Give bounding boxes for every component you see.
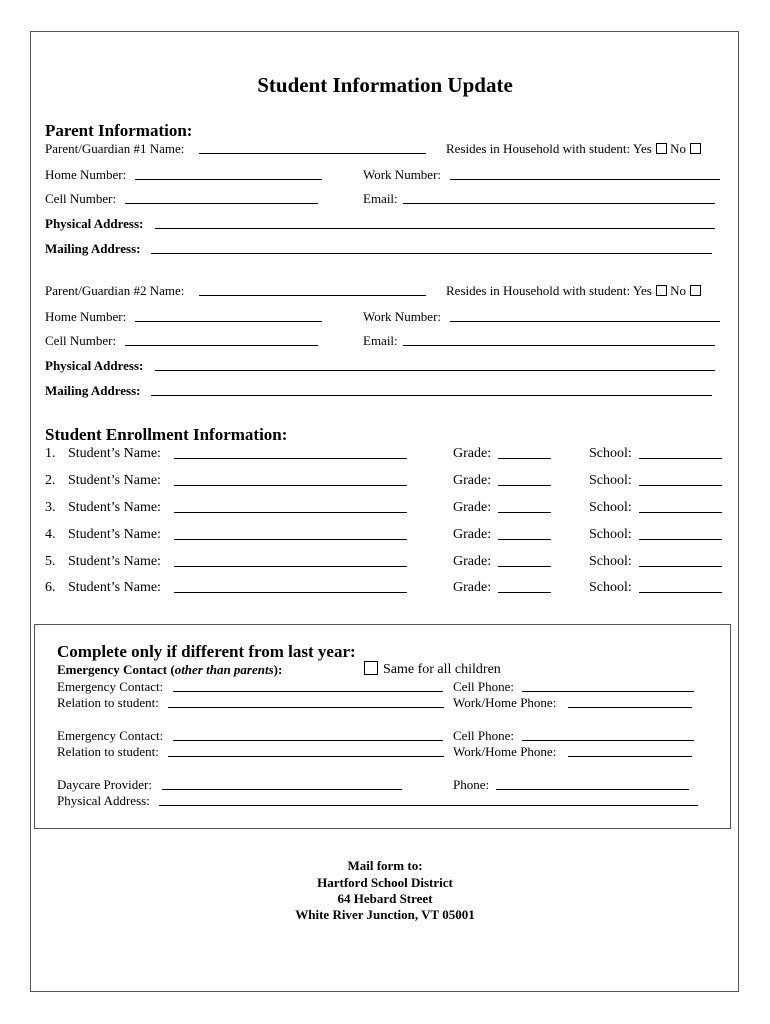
guardian1-name-label: Parent/Guardian #1 Name: bbox=[45, 141, 185, 156]
grade-field[interactable] bbox=[498, 485, 551, 486]
guardian2-name-label: Parent/Guardian #2 Name: bbox=[45, 283, 185, 298]
work-home-phone-label: Work/Home Phone: bbox=[453, 695, 557, 710]
emergency-contact-label: Emergency Contact: bbox=[57, 728, 164, 743]
mail-line-4: White River Junction, VT 05001 bbox=[295, 907, 475, 922]
relation-label: Relation to student: bbox=[57, 744, 159, 759]
parent-info-heading: Parent Information: bbox=[45, 121, 193, 140]
grade-field[interactable] bbox=[498, 458, 551, 459]
school-label: School: bbox=[589, 473, 632, 488]
guardian2-email-field[interactable] bbox=[403, 345, 715, 346]
guardian2-physical-label: Physical Address: bbox=[45, 358, 144, 373]
student-number: 4. bbox=[45, 527, 56, 542]
mail-line-1: Mail form to: bbox=[347, 858, 423, 873]
daycare-label: Daycare Provider: bbox=[57, 777, 152, 792]
guardian1-cell-field[interactable] bbox=[125, 203, 318, 204]
guardian2-cell-label: Cell Number: bbox=[45, 333, 117, 348]
grade-field[interactable] bbox=[498, 566, 551, 567]
student-name-label: Student’s Name: bbox=[68, 446, 161, 461]
mail-line-2: Hartford School District bbox=[317, 875, 453, 890]
guardian1-home-label: Home Number: bbox=[45, 167, 127, 182]
school-label: School: bbox=[589, 527, 632, 542]
enrollment-heading: Student Enrollment Information: bbox=[45, 425, 288, 444]
guardian1-resides: Resides in Household with student: Yes No bbox=[446, 141, 701, 157]
cell-phone-label: Cell Phone: bbox=[453, 679, 515, 694]
emergency-sub-label: Emergency Contact (other than parents): bbox=[57, 662, 283, 677]
school-label: School: bbox=[589, 500, 632, 515]
student-name-field[interactable] bbox=[174, 485, 407, 486]
school-label: School: bbox=[589, 554, 632, 569]
page-title: Student Information Update bbox=[257, 73, 513, 97]
cell-phone-field[interactable] bbox=[522, 740, 694, 741]
student-number: 5. bbox=[45, 554, 56, 569]
student-name-field[interactable] bbox=[174, 539, 407, 540]
same-for-all-label: Same for all children bbox=[383, 662, 501, 677]
guardian1-name-field[interactable] bbox=[199, 153, 426, 154]
guardian1-no-checkbox[interactable] bbox=[690, 143, 701, 154]
student-name-label: Student’s Name: bbox=[68, 500, 161, 515]
guardian2-home-label: Home Number: bbox=[45, 309, 127, 324]
grade-label: Grade: bbox=[453, 446, 492, 461]
school-field[interactable] bbox=[639, 592, 722, 593]
guardian1-mailing-label: Mailing Address: bbox=[45, 241, 141, 256]
guardian1-email-field[interactable] bbox=[403, 203, 715, 204]
student-number: 2. bbox=[45, 473, 56, 488]
guardian2-mailing-label: Mailing Address: bbox=[45, 383, 141, 398]
relation-field[interactable] bbox=[168, 756, 444, 757]
school-field[interactable] bbox=[639, 539, 722, 540]
cell-phone-field[interactable] bbox=[522, 691, 694, 692]
grade-label: Grade: bbox=[453, 473, 492, 488]
guardian1-email-label: Email: bbox=[363, 191, 398, 206]
emergency-contact-field[interactable] bbox=[173, 691, 443, 692]
cell-phone-label: Cell Phone: bbox=[453, 728, 515, 743]
guardian1-home-field[interactable] bbox=[135, 179, 322, 180]
guardian1-work-label: Work Number: bbox=[363, 167, 442, 182]
daycare-phone-field[interactable] bbox=[496, 789, 689, 790]
school-field[interactable] bbox=[639, 485, 722, 486]
student-number: 6. bbox=[45, 580, 56, 595]
daycare-phone-label: Phone: bbox=[453, 777, 490, 792]
guardian2-resides: Resides in Household with student: Yes No bbox=[446, 283, 701, 299]
emergency-contact-field[interactable] bbox=[173, 740, 443, 741]
emergency-contact-label: Emergency Contact: bbox=[57, 679, 164, 694]
guardian1-yes-checkbox[interactable] bbox=[656, 143, 667, 154]
guardian2-yes-checkbox[interactable] bbox=[656, 285, 667, 296]
work-home-phone-field[interactable] bbox=[568, 756, 692, 757]
student-name-field[interactable] bbox=[174, 566, 407, 567]
grade-field[interactable] bbox=[498, 512, 551, 513]
work-home-phone-field[interactable] bbox=[568, 707, 692, 708]
grade-label: Grade: bbox=[453, 527, 492, 542]
daycare-field[interactable] bbox=[162, 789, 402, 790]
grade-field[interactable] bbox=[498, 592, 551, 593]
emergency-heading: Complete only if different from last year: bbox=[57, 642, 356, 661]
guardian1-work-field[interactable] bbox=[450, 179, 720, 180]
student-number: 1. bbox=[45, 446, 56, 461]
school-label: School: bbox=[589, 580, 632, 595]
relation-field[interactable] bbox=[168, 707, 444, 708]
school-field[interactable] bbox=[639, 566, 722, 567]
daycare-address-field[interactable] bbox=[159, 805, 698, 806]
guardian2-cell-field[interactable] bbox=[125, 345, 318, 346]
guardian2-work-label: Work Number: bbox=[363, 309, 442, 324]
school-field[interactable] bbox=[639, 458, 722, 459]
relation-label: Relation to student: bbox=[57, 695, 159, 710]
student-number: 3. bbox=[45, 500, 56, 515]
student-name-label: Student’s Name: bbox=[68, 580, 161, 595]
student-name-label: Student’s Name: bbox=[68, 527, 161, 542]
grade-field[interactable] bbox=[498, 539, 551, 540]
daycare-address-label: Physical Address: bbox=[57, 793, 150, 808]
guardian1-physical-field[interactable] bbox=[155, 228, 715, 229]
guardian1-mailing-field[interactable] bbox=[151, 253, 712, 254]
student-name-label: Student’s Name: bbox=[68, 554, 161, 569]
guardian2-mailing-field[interactable] bbox=[151, 395, 712, 396]
school-field[interactable] bbox=[639, 512, 722, 513]
guardian1-physical-label: Physical Address: bbox=[45, 216, 144, 231]
grade-label: Grade: bbox=[453, 580, 492, 595]
student-name-label: Student’s Name: bbox=[68, 473, 161, 488]
student-name-field[interactable] bbox=[174, 512, 407, 513]
work-home-phone-label: Work/Home Phone: bbox=[453, 744, 557, 759]
guardian2-no-checkbox[interactable] bbox=[690, 285, 701, 296]
grade-label: Grade: bbox=[453, 500, 492, 515]
student-name-field[interactable] bbox=[174, 592, 407, 593]
student-name-field[interactable] bbox=[174, 458, 407, 459]
guardian1-cell-label: Cell Number: bbox=[45, 191, 117, 206]
guardian2-home-field[interactable] bbox=[135, 321, 322, 322]
guardian2-email-label: Email: bbox=[363, 333, 398, 348]
guardian2-name-field[interactable] bbox=[199, 295, 426, 296]
guardian2-physical-field[interactable] bbox=[155, 370, 715, 371]
same-for-all-checkbox[interactable] bbox=[364, 661, 378, 675]
guardian2-work-field[interactable] bbox=[450, 321, 720, 322]
school-label: School: bbox=[589, 446, 632, 461]
mail-line-3: 64 Hebard Street bbox=[337, 891, 433, 906]
grade-label: Grade: bbox=[453, 554, 492, 569]
